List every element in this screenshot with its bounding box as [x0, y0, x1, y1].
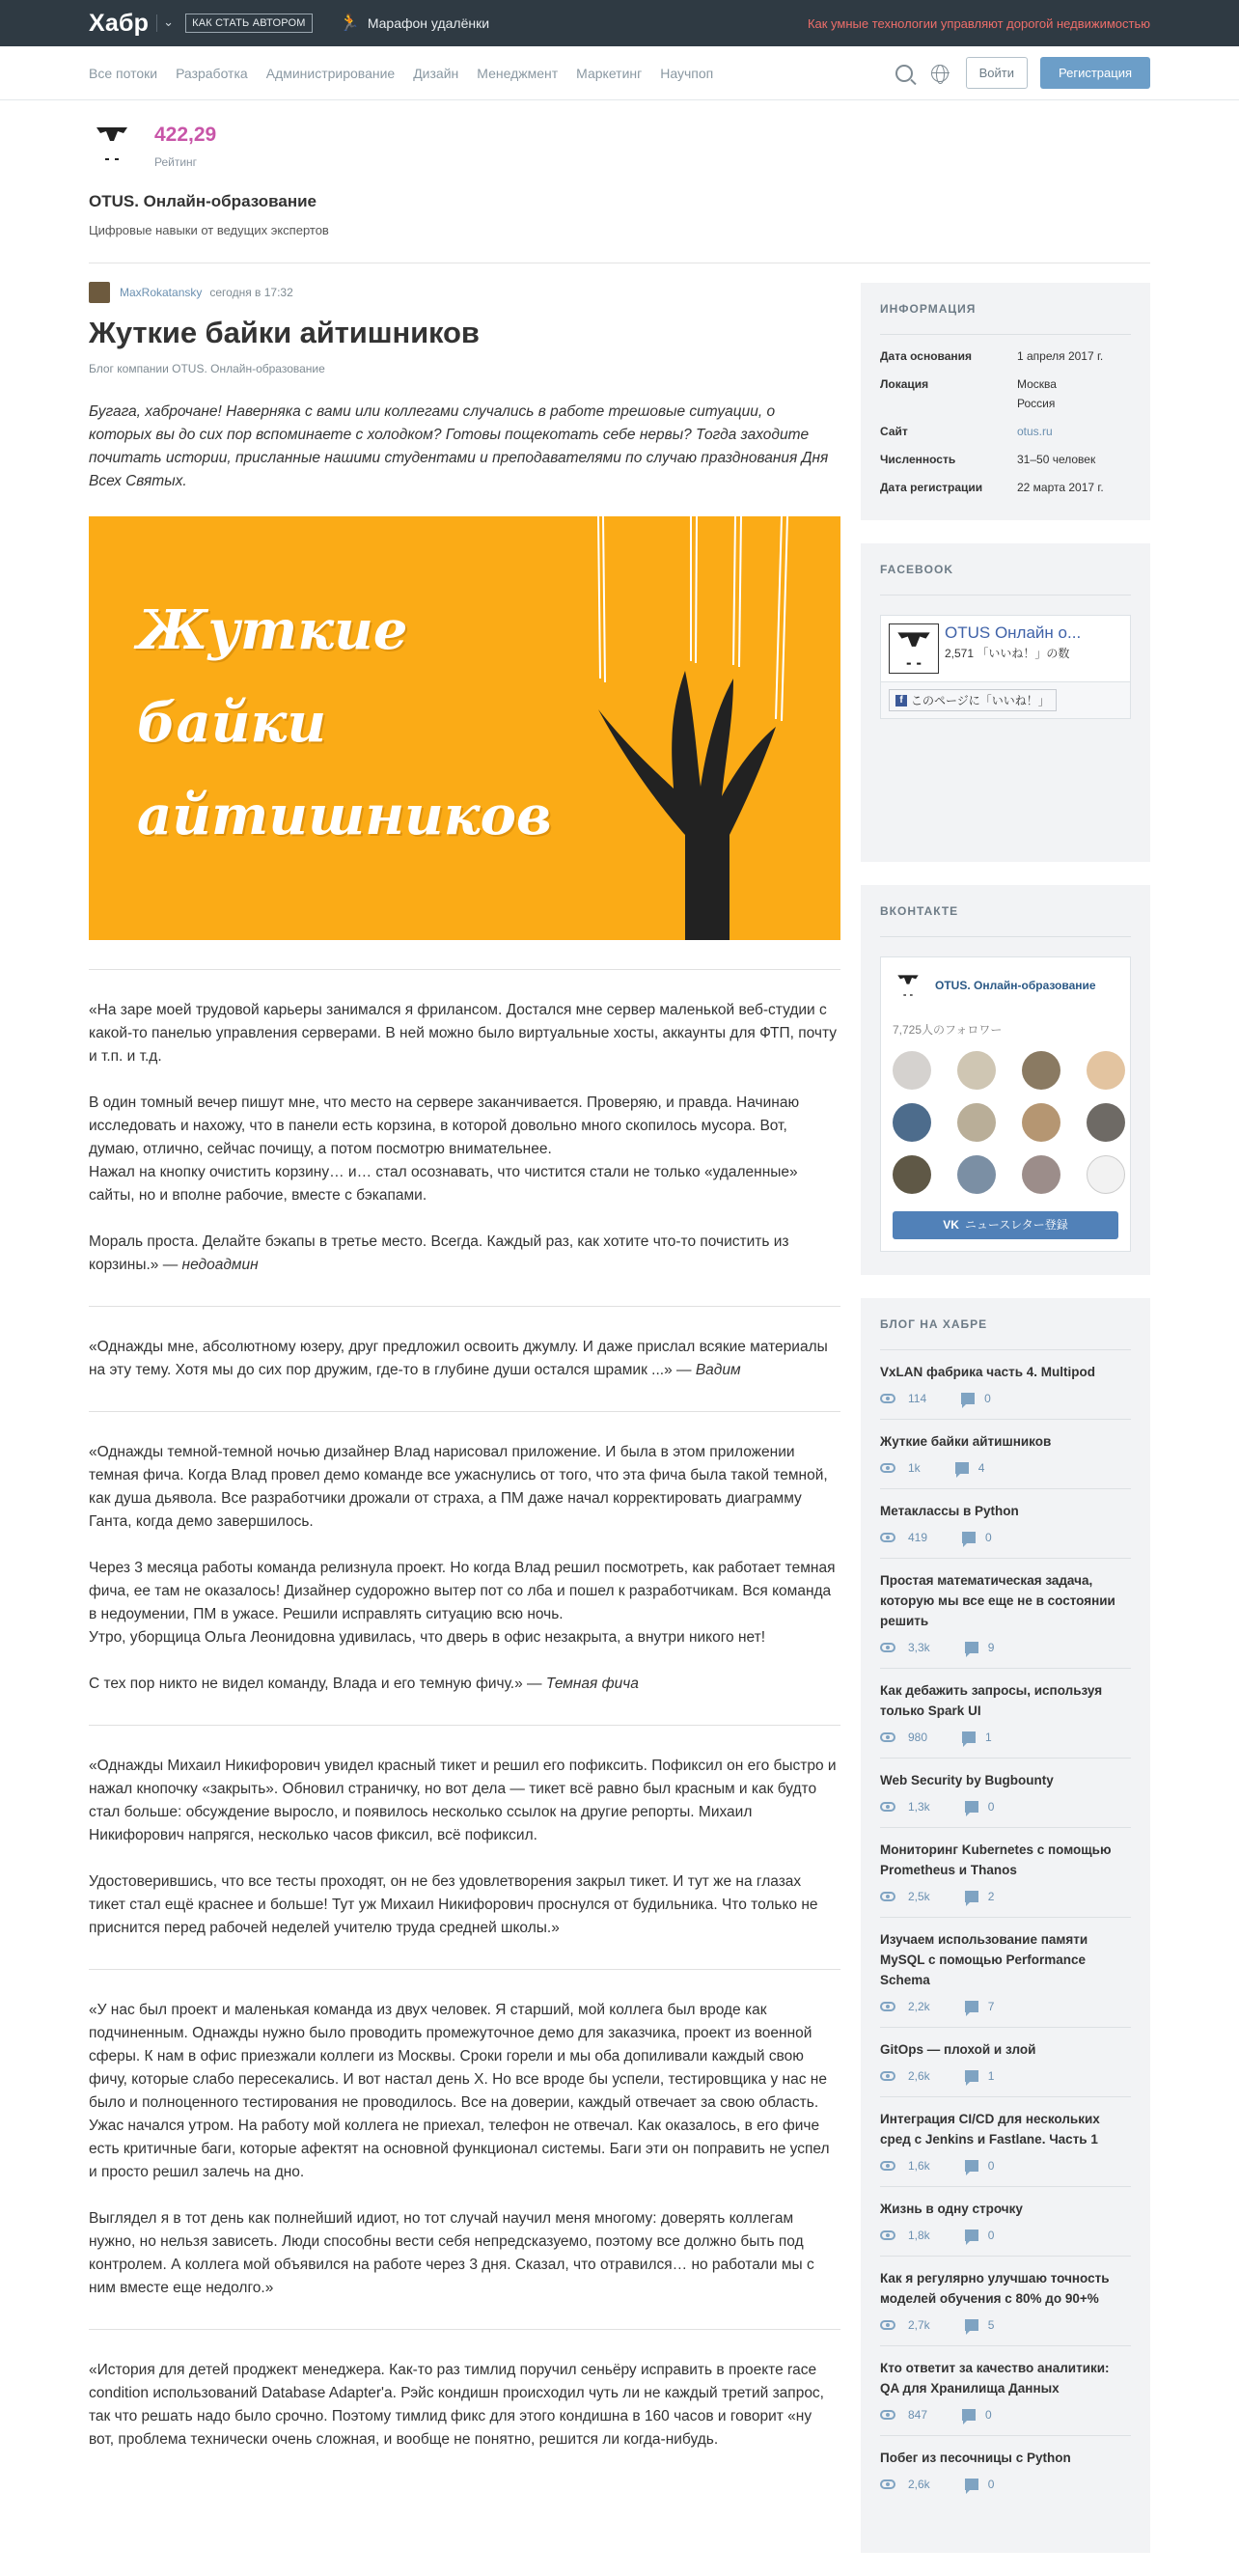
info-row: Сайт otus.ru	[880, 422, 1131, 441]
post-views: 2,6k	[908, 2478, 930, 2491]
post-stats	[880, 1461, 1131, 1475]
top-bar	[0, 0, 1239, 46]
facebook-page-logo[interactable]	[889, 623, 939, 674]
story-paragraph: «История для детей проджект менеджера. Как-то раз тимлид поручил сеньёру исправить в проекте race condition использований Database Adapter'а. Рэйс кондишн происходил чуть ли не каждый третий запрос, так что решать надо было срочно. Поэтому тимлид фикс для этого кондишна в 160 часов и говорит «ну вот, проблема технически очень сложная, и вообще не понятно, решится ли когда-нибудь.	[89, 2362, 824, 2448]
list-item	[880, 2028, 1131, 2097]
post-comments[interactable]: 7	[987, 2000, 995, 2013]
blog-heading: БЛОГ НА ХАБРЕ	[880, 1317, 1131, 1350]
eye-icon	[880, 1533, 895, 1542]
comment-icon	[965, 1891, 978, 1902]
runner-icon: 🏃	[339, 14, 360, 32]
story-paragraph: Мораль проста. Делайте бэкапы в третье место. Всегда. Каждый раз, как хотите что-то почистить из корзины.» — недоадмин	[89, 1233, 789, 1273]
vk-followers: 7,725人のフォロワー	[893, 1023, 1003, 1037]
nav-link-design[interactable]: Дизайн	[413, 65, 459, 81]
story-2	[89, 1336, 840, 1382]
facebook-card[interactable]	[880, 615, 1131, 682]
avatar[interactable]	[1087, 1155, 1125, 1194]
post-comments[interactable]: 2	[987, 1890, 995, 1903]
post-comments[interactable]: 0	[987, 1800, 995, 1814]
post-comments[interactable]: 1	[987, 2069, 995, 2083]
info-row: Дата основания 1 апреля 2017 г.	[880, 349, 1104, 363]
story-1	[89, 999, 840, 1277]
blog-post-list	[880, 1350, 1131, 2505]
author-avatar[interactable]	[89, 282, 110, 303]
post-stats	[880, 1392, 1131, 1405]
post-title-link[interactable]: Интеграция CI/CD для нескольких сред с Jenkins и Fastlane. Часть 1	[880, 2112, 1100, 2147]
post-title-link[interactable]: Web Security by Bugbounty	[880, 1773, 1054, 1787]
post-stats	[880, 2069, 1131, 2083]
post-title-link[interactable]: Жизнь в одну строчку	[880, 2202, 1023, 2216]
section-divider	[89, 2329, 840, 2330]
post-stats	[880, 2318, 1131, 2332]
eye-icon	[880, 1394, 895, 1403]
post-comments[interactable]: 1	[985, 1731, 992, 1744]
comment-icon	[955, 1462, 969, 1474]
publish-time: сегодня в 17:32	[209, 286, 293, 299]
post-title-link[interactable]: Мониторинг Kubernetes с помощью Prometheus и Thanos	[880, 1842, 1112, 1877]
hero-image	[89, 516, 840, 940]
article-lead: Бугага, хаброчане! Наверняка с вами или коллегами случались в работе трешовые ситуации, о которых вы до сих пор вспоминаете с холодком? Готовы пощекотать себе нервы? Тогда заходите почитать истории, присланные нашими студентами и преподавателями по случаю празднования Дня Всех Святых.	[89, 403, 829, 489]
hero-line: байки	[137, 691, 327, 755]
post-views: 847	[908, 2408, 928, 2422]
post-title-link[interactable]: Изучаем использование памяти MySQL с помощью Performance Schema	[880, 1932, 1088, 1987]
avatar[interactable]	[1087, 1103, 1125, 1142]
list-item	[880, 2257, 1131, 2346]
eye-icon	[880, 2320, 895, 2330]
post-title-link[interactable]: Кто ответит за качество аналитики: QA для Хранилища Данных	[880, 2361, 1110, 2396]
avatar[interactable]	[1087, 1051, 1125, 1090]
list-item	[880, 1918, 1131, 2028]
post-stats	[880, 1890, 1131, 1903]
post-views: 1,8k	[908, 2229, 930, 2242]
company-blog-link[interactable]: Блог компании OTUS. Онлайн-образование	[89, 362, 325, 375]
hero-line: Жуткие	[137, 598, 408, 662]
post-title-link[interactable]: VxLAN фабрика часть 4. Multipod	[880, 1365, 1095, 1379]
avatar[interactable]	[893, 1051, 931, 1090]
list-item	[880, 1828, 1131, 1918]
story-5	[89, 1999, 840, 2300]
section-divider	[89, 1969, 840, 1970]
post-comments[interactable]: 0	[985, 1531, 992, 1544]
eye-icon	[880, 2410, 895, 2420]
post-comments[interactable]: 0	[984, 1392, 991, 1405]
post-views: 1,3k	[908, 1800, 930, 1814]
post-views: 114	[908, 1392, 927, 1405]
article-meta	[89, 282, 840, 303]
marathon-link[interactable]	[340, 14, 489, 33]
post-title-link[interactable]: Жуткие байки айтишников	[880, 1434, 1052, 1449]
rating-block	[154, 120, 216, 169]
post-title-link[interactable]: Побег из песочницы с Python	[880, 2451, 1071, 2465]
comment-icon	[965, 2070, 978, 2082]
list-item	[880, 2097, 1131, 2187]
section-divider	[89, 969, 840, 970]
post-stats	[880, 2000, 1131, 2013]
list-item	[880, 1559, 1131, 1669]
nav-bar	[0, 46, 1239, 100]
story-paragraph: «Однажды темной-темной ночью дизайнер Влад нарисовал приложение. И была в этом приложении темная фича. Когда Влад провел демо команде все ужаснулись от того, что эта фича была такой темной, как душа дьявола. Все разработчики дрожали от страха, а ПМ даже начал корректировать диаграмму Ганта, когда демо завершилось.	[89, 1444, 828, 1530]
post-title-link[interactable]: Метаклассы в Python	[880, 1504, 1019, 1518]
post-stats	[880, 2408, 1131, 2422]
list-item	[880, 1759, 1131, 1828]
story-4	[89, 1755, 840, 1940]
facebook-page-name[interactable]: OTUS Онлайн о...	[945, 623, 1082, 642]
post-stats	[880, 1641, 1131, 1654]
eye-icon	[880, 2161, 895, 2171]
post-stats	[880, 2229, 1131, 2242]
post-comments[interactable]: 9	[987, 1641, 995, 1654]
list-item	[880, 1350, 1131, 1420]
nav-link-marketing[interactable]: Маркетинг	[576, 65, 643, 81]
post-stats	[880, 1731, 1131, 1744]
article	[89, 263, 840, 2451]
post-stats	[880, 2159, 1131, 2173]
post-views: 2,5k	[908, 1890, 930, 1903]
company-site-link[interactable]: otus.ru	[1017, 425, 1053, 438]
post-comments[interactable]: 0	[987, 2229, 995, 2242]
facebook-likes: 2,571 「いいね！」の数	[945, 647, 1070, 660]
avatar[interactable]	[1022, 1051, 1060, 1090]
eye-icon	[880, 1732, 895, 1742]
story-paragraph: «У нас был проект и маленькая команда из двух человек. Я старший, мой коллега был вроде как подчиненным. Однажды нужно было проводить промежуточное демо для заказчика, проект из военной сферы. К нам в офис приезжали коллеги из Москвы. Сроки горели и мы оба допиливали каждый свою фичу, которые слабо пересекались. И вот настал день Х. Но все вроде бы успели, тестировщика у нас не было и полноценного тестирования не проводилось. Все на доверии, каждый отвечает за свою область. Ужас начался утром. На работу мой коллега не приехал, телефон не отвечал. Как оказалось, в его фиче есть критичные баги, которые афектят на основной функционал системы. Баги эти он поправить не успел и просто решил залечь на дно.	[89, 2002, 830, 2180]
facebook-box	[861, 543, 1150, 862]
info-row: Численность 31–50 человек	[880, 453, 1096, 466]
comment-icon	[965, 2479, 978, 2490]
login-button[interactable]: Войти	[966, 57, 1028, 89]
info-row: Дата регистрации 22 марта 2017 г.	[880, 481, 1104, 494]
list-item	[880, 1669, 1131, 1759]
section-divider	[89, 1411, 840, 1412]
info-box	[861, 283, 1150, 520]
section-divider	[89, 1306, 840, 1307]
hero-line: айтишников	[137, 784, 552, 847]
eye-icon	[880, 2002, 895, 2011]
post-comments[interactable]: 0	[985, 2408, 992, 2422]
facebook-footer	[880, 682, 1131, 719]
post-views: 2,2k	[908, 2000, 930, 2013]
post-comments[interactable]: 0	[987, 2478, 995, 2491]
blog-box	[861, 1298, 1150, 2553]
eye-icon	[880, 1802, 895, 1812]
list-item	[880, 2187, 1131, 2257]
vk-widget	[880, 956, 1131, 1252]
comment-icon	[962, 1731, 976, 1743]
promo-link[interactable]: Как умные технологии управляют дорогой недвижимостью	[807, 15, 1150, 31]
post-views: 2,7k	[908, 2318, 930, 2332]
list-item	[880, 2346, 1131, 2436]
nav-link-all[interactable]: Все потоки	[89, 65, 158, 81]
section-divider	[89, 1725, 840, 1726]
post-comments[interactable]: 0	[987, 2159, 995, 2173]
company-header	[0, 120, 1239, 237]
story-signature: недоадмин	[181, 1257, 259, 1273]
sidebar	[861, 283, 1150, 2576]
post-stats	[880, 1531, 1131, 1544]
avatar[interactable]	[1022, 1103, 1060, 1142]
avatar[interactable]	[957, 1051, 996, 1090]
story-paragraph: «Однажды мне, абсолютному юзеру, друг предложил освоить джумлу. И даже прислал всякие материалы на эту тему. Хотя мы до сих пор дружим, где-то в глубине души остался шрамик ...» — Вадим	[89, 1339, 828, 1378]
nav-link-dev[interactable]: Разработка	[176, 65, 248, 81]
comment-icon	[965, 2160, 978, 2172]
post-comments[interactable]: 5	[987, 2318, 995, 2332]
vk-group-name[interactable]: OTUS. Онлайн-образование	[935, 979, 1096, 992]
facebook-heading: FACEBOOK	[880, 563, 1131, 596]
marathon-label: Марафон удалёнки	[367, 15, 490, 31]
avatar[interactable]	[1022, 1155, 1060, 1194]
vk-group-logo[interactable]	[893, 970, 923, 1001]
hand-icon	[89, 516, 840, 940]
info-row: Локация Москва Россия	[880, 377, 1057, 410]
eye-icon	[880, 2479, 895, 2489]
vk-subscribe-button[interactable]: VK ニュースレター登録	[893, 1211, 1118, 1239]
nav-link-popsci[interactable]: Научпоп	[660, 65, 714, 81]
comment-icon	[962, 1532, 976, 1543]
story-signature: Темная фича	[545, 1676, 639, 1692]
eye-icon	[880, 1643, 895, 1652]
post-comments[interactable]: 4	[977, 1461, 985, 1475]
post-stats	[880, 2478, 1131, 2491]
list-item	[880, 1420, 1131, 1489]
nav-link-management[interactable]: Менеджмент	[477, 65, 559, 81]
rating-value: 422,29	[154, 124, 217, 146]
rating-label: Рейтинг	[154, 155, 198, 169]
article-title: Жуткие байки айтишников	[89, 316, 480, 349]
vk-follower-grid	[893, 1051, 1118, 1194]
vk-heading: ВКОНТАКТЕ	[880, 904, 1131, 937]
story-paragraph: С тех пор никто не видел команду, Влада и его темную фичу.» — Темная фича	[89, 1676, 639, 1692]
post-views: 2,6k	[908, 2069, 930, 2083]
comment-icon	[965, 2001, 978, 2012]
flow-links	[89, 66, 731, 81]
story-6	[89, 2359, 840, 2451]
facebook-like-button[interactable]: f このページに「いいね！」	[889, 689, 1057, 711]
eye-icon	[880, 2071, 895, 2081]
company-tagline: Цифровые навыки от ведущих экспертов	[89, 223, 329, 237]
story-signature: Вадим	[695, 1362, 741, 1378]
info-heading: ИНФОРМАЦИЯ	[880, 302, 1131, 335]
post-stats	[880, 1800, 1131, 1814]
comment-icon	[965, 2230, 978, 2241]
post-title-link[interactable]: Простая математическая задача, которую мы все еще не в состоянии решить	[880, 1573, 1115, 1628]
eye-icon	[880, 1892, 895, 1901]
post-title-link[interactable]: Как я регулярно улучшаю точность моделей обучения с 80% до 90+%	[880, 2271, 1110, 2306]
register-button[interactable]: Регистрация	[1040, 57, 1150, 89]
nav-actions	[895, 57, 1150, 89]
comment-icon	[962, 2409, 976, 2421]
story-paragraph: «Однажды Михаил Никифорович увидел красный тикет и решил его пофиксить. Пофиксил он его быстро и нажал кнопочку «закрыть». Обновил страничку, но вот дела — тикет всё равно был красным и как будто стал больше: обсуждение выросло, и появилось несколько ссылок на другие репорты. Михаил Никифорович напрягся, несколько часов фиксил, всё пофиксил.	[89, 1758, 837, 1843]
post-views: 980	[908, 1731, 928, 1744]
avatar[interactable]	[957, 1103, 996, 1142]
nav-link-admin[interactable]: Администрирование	[265, 65, 396, 81]
comment-icon	[961, 1393, 975, 1404]
company-logo[interactable]	[89, 120, 135, 166]
avatar[interactable]	[893, 1155, 931, 1194]
story-paragraph: Выглядел я в тот день как полнейший идиот, но тот случай научил меня многому: доверять коллегам нужно, но нельзя зависеть. Люди способны вести себя непредсказуемо, поэтому все должно быть под контролем. А коллега мой объявился на работе через 3 дня. Сказал, что отравился… но работали мы с ним вместе еще недолго.»	[89, 2210, 814, 2296]
post-title-link[interactable]: GitOps — плохой и злой	[880, 2042, 1036, 2057]
become-author-button[interactable]: КАК СТАТЬ АВТОРОМ	[185, 14, 313, 33]
post-views: 1k	[908, 1461, 921, 1475]
eye-icon	[880, 1463, 895, 1473]
comment-icon	[965, 1801, 978, 1813]
story-3	[89, 1441, 840, 1696]
post-views: 3,3k	[908, 1641, 930, 1654]
story-paragraph: Через 3 месяца работы команда релизнула проект. Но когда Влад решил посмотреть, как работает темная фича, ее там не оказалось! Дизайнер судорожно вытер пот со лба и пошел к разработчикам. Вся команда в недоумении, ПМ в ужасе. Решили исправлять ситуацию всю ночь. Утро, уборщица Ольга Леонидовна удивилась, что дверь в офис незакрыта, а внутри никого нет!	[89, 1560, 836, 1646]
post-views: 1,6k	[908, 2159, 930, 2173]
list-item	[880, 1489, 1131, 1559]
eye-icon	[880, 2230, 895, 2240]
habr-logo[interactable]: Хабр	[89, 9, 150, 37]
list-item	[880, 2436, 1131, 2505]
globe-icon[interactable]	[931, 65, 949, 82]
search-icon[interactable]	[895, 65, 913, 82]
post-views: 419	[908, 1531, 928, 1544]
avatar[interactable]	[957, 1155, 996, 1194]
avatar[interactable]	[893, 1103, 931, 1142]
story-paragraph: Удостоверившись, что все тесты проходят, он не без удовлетворения закрыл тикет. И тут же на глазах тикет стал ещё краснее и больше! Тут уж Михаил Никифорович проснулся от будильника. Что только не приснится перед рабочей неделей учителю труда средней школы.»	[89, 1873, 818, 1936]
chevron-down-icon[interactable]: ⌄	[156, 14, 174, 32]
facebook-icon: f	[895, 695, 907, 706]
comment-icon	[965, 1642, 978, 1653]
story-paragraph: В один томный вечер пишут мне, что место на сервере заканчивается. Проверяю, и правда. Начинаю исследовать и нахожу, что в панели есть корзина, в которой довольно много скопилось мусора. Вот, думаю, отлично, сейчас почищу, а потом посмотрю внимательнее. Нажал на кнопку очистить корзину… и… стал осознавать, что чистится стали не только «удаленные» сайты, но и вполне рабочие, вместе с бэкапами.	[89, 1094, 800, 1204]
company-name[interactable]: OTUS. Онлайн-образование	[89, 192, 317, 210]
story-paragraph: «На заре моей трудовой карьеры занимался я фрилансом. Достался мне сервер маленькой веб-студии с какой-то панелью управления серверами. В ней можно было виртуальные хосты, аккаунты для ФТП, почту и т.п. и т.д.	[89, 1002, 838, 1065]
author-link[interactable]: MaxRokatansky	[120, 286, 203, 299]
vk-icon: VK	[943, 1218, 959, 1232]
vk-box	[861, 885, 1150, 1275]
post-title-link[interactable]: Как дебажить запросы, используя только Spark UI	[880, 1683, 1103, 1718]
comment-icon	[965, 2319, 978, 2331]
